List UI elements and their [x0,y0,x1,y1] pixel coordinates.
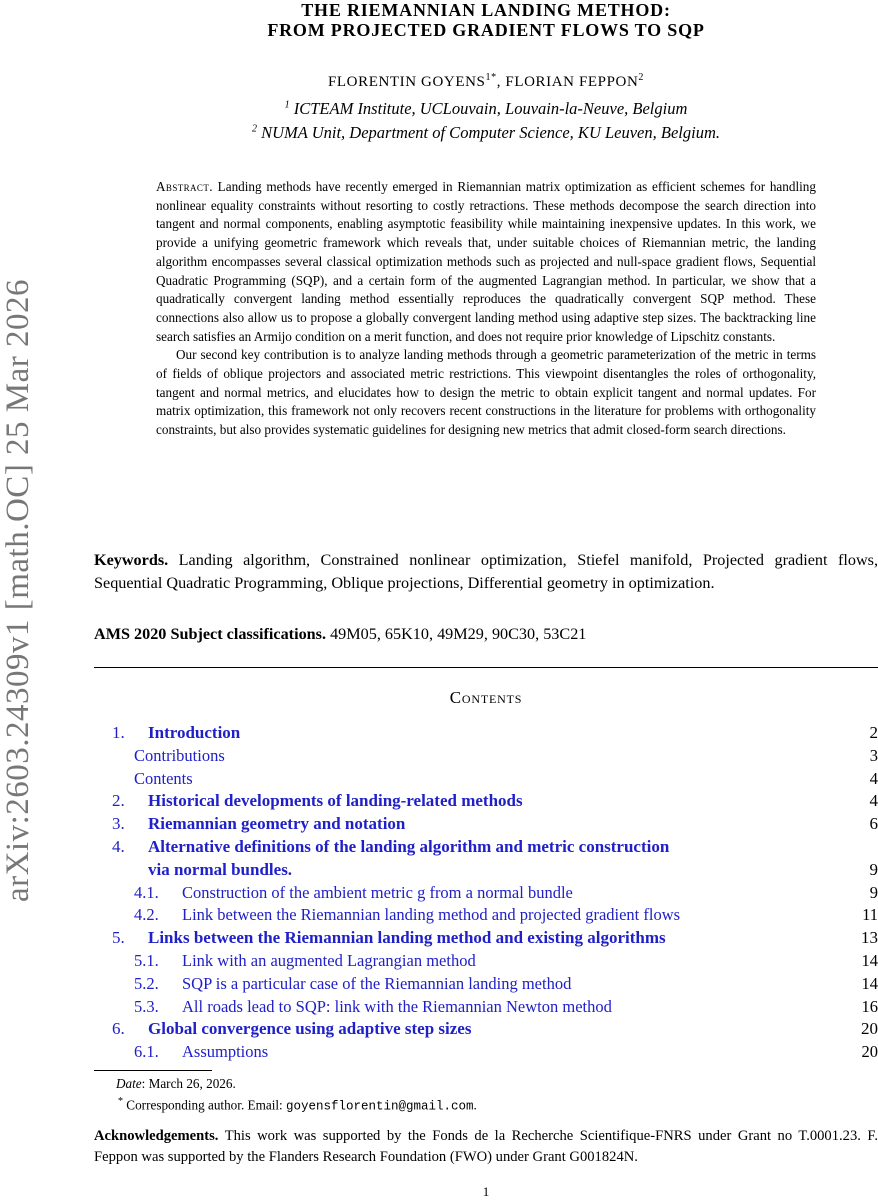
toc-entry-contents[interactable] [94,768,878,791]
affiliation-1 [94,99,878,119]
paper-title [94,0,878,40]
corresponding-email[interactable]: goyensflorentin@gmail.com [286,1099,474,1114]
toc-number: 6. [112,1019,125,1039]
toc-link[interactable]: Link between the Riemannian landing method and projected gradient flows [182,905,681,925]
toc-link-continued[interactable]: via normal bundles. [148,859,293,879]
author-list [94,72,878,91]
toc-entry-contributions[interactable] [94,745,878,768]
toc-page: 14 [861,950,878,970]
toc-page: 16 [861,996,878,1016]
affiliation-1-sup: 1 [284,99,290,111]
toc-number: 5.1. [134,950,159,970]
keywords-label: Keywords. [94,551,169,569]
toc-link[interactable]: Links between the Riemannian landing method and existing algorithms [148,928,666,948]
toc-number: 4. [112,836,125,856]
date-label: Date [116,1076,142,1091]
toc-number: 6.1. [134,1042,159,1062]
acknowledgements-text: This work was supported by the Fonds de la Recherche Scientifique-FNRS under Grant no T.0001.23. F. Feppon was supported by the Flanders Research Foundation (FWO) under Grant G001824N. [94,1128,878,1165]
toc-number: 1. [112,723,125,742]
arxiv-stamp-text: arXiv:2603.24309v1 [math.OC] 25 Mar 2026 [0,278,37,902]
toc-link[interactable]: Alternative definitions of the landing algorithm and metric construction [148,836,670,856]
toc-page: 9 [869,859,878,879]
toc-entry-projected-gradient-flows[interactable] [94,904,878,927]
toc-link[interactable]: Riemannian geometry and notation [148,814,406,834]
title-line-1: THE RIEMANNIAN LANDING METHOD: [301,0,671,20]
toc-link[interactable]: Contents [134,768,193,788]
author-2-sup: 2 [638,72,645,83]
toc-link[interactable]: Assumptions [182,1042,269,1062]
toc-number: 3. [112,814,125,834]
toc-link[interactable]: SQP is a particular case of the Riemannian landing method [182,973,572,993]
toc-link[interactable]: Introduction [148,723,241,742]
toc-entry-introduction[interactable] [94,722,878,745]
ams-classification [94,625,878,644]
affiliation-2 [94,123,878,143]
title-line-2: FROM PROJECTED GRADIENT FLOWS TO SQP [267,20,705,40]
toc-number: 5. [112,928,125,948]
contents-heading: Contents [449,688,523,707]
author-1: FLORENTIN GOYENS [327,74,486,90]
abstract-heading: Abstract. [156,179,213,194]
toc-link[interactable]: All roads lead to SQP: link with the Riemannian Newton method [182,996,612,1016]
abstract-paragraph-1 [156,178,816,346]
affiliation-2-text: NUMA Unit, Department of Computer Science, KU Leuven, Belgium. [261,123,720,142]
toc-entry-global-convergence[interactable] [94,1018,878,1041]
toc-link[interactable]: Construction of the ambient metric g from a normal bundle [182,882,573,902]
toc-entry-augmented-lagrangian[interactable] [94,950,878,973]
toc-number: 4.1. [134,882,159,902]
toc-page: 4 [869,791,878,811]
footnote-corresponding [94,1096,878,1113]
author-separator: , [496,74,506,90]
affiliation-1-text: ICTEAM Institute, UCLouvain, Louvain-la-Neuve, Belgium [293,99,688,118]
toc-page: 4 [869,768,878,788]
abstract [156,178,816,440]
ams-label: AMS 2020 Subject classifications. [94,625,327,643]
toc-page: 3 [869,745,878,765]
keywords [94,549,878,595]
corresponding-sup: * [118,1096,123,1107]
toc-page: 20 [861,1042,878,1062]
toc-number: 4.2. [134,905,159,925]
footnote-date [94,1076,878,1092]
toc-entry-all-roads-sqp[interactable] [94,996,878,1019]
toc-page: 2 [869,723,878,742]
abstract-paragraph-2: Our second key contribution is to analyze landing methods through a geometric parameterization of the metric in terms of fields of oblique projectors and associated metric restrictions. This viewpoint disentangles the roles of orthogonality, tangent and normal metrics, and elucidates how to design the metric to obtain explicit tangent and normal updates. For matrix optimization, this framework not only recovers recent constructions in the literature for problems with orthogonality constraints, but also provides systematic guidelines for designing new metrics that admit closed-form search directions. [156,347,816,438]
author-2: FLORIAN FEPPON [505,74,639,90]
table-of-contents [94,722,878,1064]
toc-link[interactable]: Global convergence using adaptive step sizes [148,1019,472,1039]
toc-page: 14 [861,973,878,993]
date-value: : March 26, 2026. [141,1076,236,1091]
arxiv-stamp [0,260,38,920]
toc-page: 6 [869,814,878,834]
toc-number: 5.2. [134,973,159,993]
ams-codes: 49M05, 65K10, 49M29, 90C30, 53C21 [330,625,587,643]
toc-entry-assumptions[interactable] [94,1041,878,1064]
toc-page: 9 [869,882,878,902]
toc-page: 20 [861,1019,878,1039]
footnote-rule [94,1070,212,1071]
toc-entry-existing-algorithms[interactable] [94,927,878,950]
acknowledgements-label: Acknowledgements. [94,1128,219,1144]
toc-link[interactable]: Link with an augmented Lagrangian method [182,950,476,970]
section-divider [94,667,878,668]
acknowledgements [94,1126,878,1168]
corresponding-text: Corresponding author. Email: [126,1097,286,1113]
toc-entry-historical-developments[interactable] [94,790,878,813]
author-1-sup: 1* [485,72,497,83]
toc-number: 5.3. [134,996,159,1016]
toc-entry-ambient-metric[interactable] [94,882,878,905]
corresponding-end: . [473,1097,477,1113]
toc-link[interactable]: Contributions [134,745,225,765]
toc-entry-riemannian-geometry[interactable] [94,813,878,836]
toc-number: 2. [112,791,125,811]
toc-entry-alternative-definitions-cont[interactable] [94,859,878,882]
keywords-text: Landing algorithm, Constrained nonlinear optimization, Stiefel manifold, Projected gradient flows, Sequential Quadratic Programming, Oblique projections, Differential geometry in optimization. [94,551,878,592]
toc-page: 11 [862,905,878,925]
toc-page: 13 [861,928,878,948]
affiliation-2-sup: 2 [252,123,257,135]
page-number: 1 [482,1184,490,1199]
toc-entry-sqp-particular-case[interactable] [94,973,878,996]
abstract-text-1: Landing methods have recently emerged in Riemannian matrix optimization as efficient schemes for handling nonlinear equality constraints without resorting to costly retractions. These methods decompose the search direction into tangent and normal components, enabling asymptotic feasibility while maintaining inexpensive updates. In this work, we provide a unifying geometric framework which reveals that, under suitable choices of Riemannian metric, the landing algorithm encompasses several classical optimization methods such as projected and null-space gradient flows, Sequential Quadratic Programming (SQP), and a certain form of the augmented Lagrangian method. In particular, we show that a quadratically convergent landing method essentially reproduces the quadratically convergent SQP method. These connections also allow us to propose a globally convergent landing method using adaptive step sizes. The backtracking line search satisfies an Armijo condition on a merit function, and does not require prior knowledge of Lipschitz constants. [156,179,816,344]
toc-link[interactable]: Historical developments of landing-related methods [148,791,523,811]
toc-entry-alternative-definitions[interactable] [94,836,878,859]
